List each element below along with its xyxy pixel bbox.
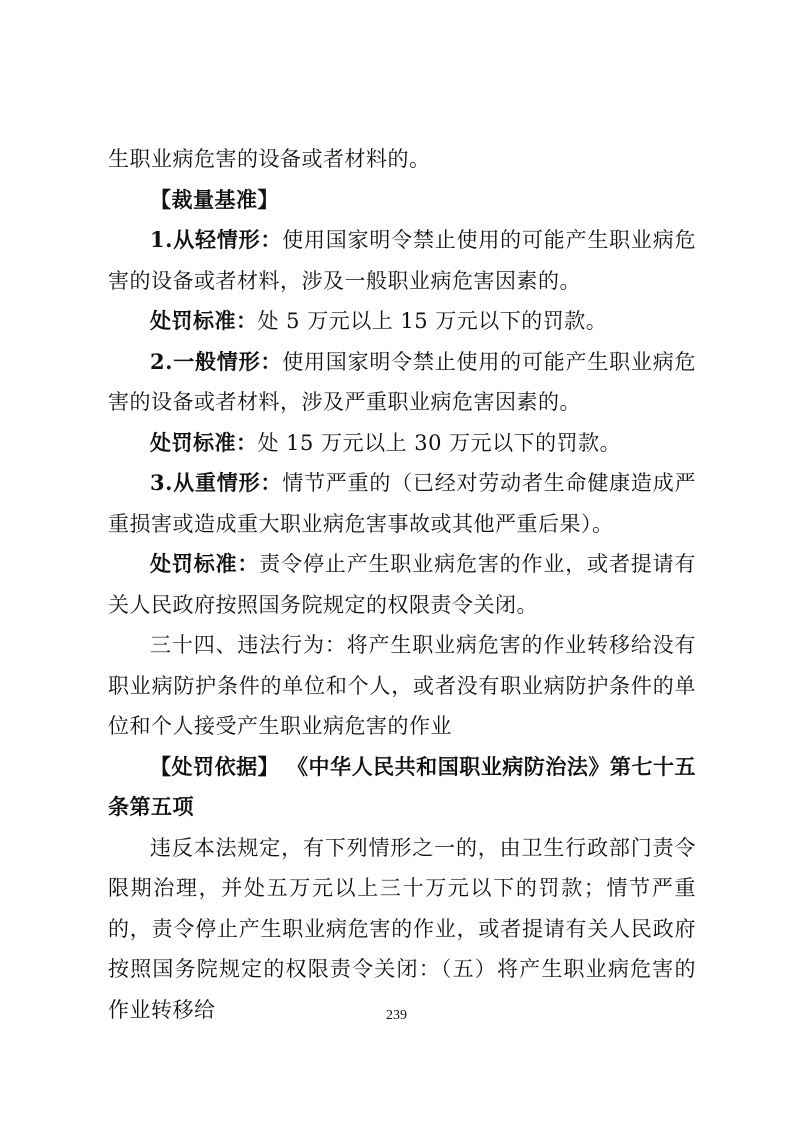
paragraph-text: 情节严重的（已经对劳动者生命健康造成严重损害或造成重大职业病危害事故或其他严重后果）。 (108, 471, 696, 536)
paragraph-text: 责令停止产生职业病危害的作业，或者提请有关人民政府按照国务院规定的权限责令关闭。 (108, 552, 697, 617)
paragraph-lead: 3.从重情形： (150, 470, 283, 495)
paragraph-lenient-case (108, 220, 696, 301)
paragraph-text: 违反本法规定，有下列情形之一的，由卫生行政部门责令限期治理，并处五万元以上三十万元以下的罚款；情节严重的，责令停止产生职业病危害的作业，或者提请有关人民政府按照国务院规定的权限责令关闭：（五）将产生职业病危害的作业转移给 (108, 835, 696, 1022)
section-heading-penalty-basis (108, 747, 696, 828)
paragraph-text: 使用国家明令禁止使用的可能产生职业病危害的设备或者材料，涉及一般职业病危害因素的。 (108, 228, 696, 293)
page-number: 239 (386, 1008, 407, 1023)
paragraph-lead: 处罚标准： (150, 429, 258, 455)
paragraph-legal-text (108, 828, 696, 1031)
paragraph-penalty-standard-1 (108, 301, 696, 342)
paragraph-penalty-standard-2 (108, 423, 696, 464)
heading-text: 【处罚依据】 《中华人民共和国职业病防治法》第七十五条第五项 (108, 753, 696, 819)
document-body (108, 139, 696, 1030)
heading-text: 【裁量基准】 (150, 186, 279, 212)
paragraph-text: 三十四、违法行为：将产生职业病危害的作业转移给没有职业病防护条件的单位和个人，或者没有职业病防护条件的单位和个人接受产生职业病危害的作业 (108, 633, 696, 738)
paragraph-text: 生职业病危害的设备或者材料的。 (108, 147, 431, 171)
paragraph-lead: 处罚标准： (150, 551, 260, 576)
paragraph-lead: 1.从轻情形： (150, 227, 283, 252)
paragraph-general-case (108, 342, 696, 423)
paragraph-continuation (108, 139, 696, 180)
paragraph-text: 使用国家明令禁止使用的可能产生职业病危害的设备或者材料，涉及严重职业病危害因素的。 (108, 349, 696, 414)
section-heading-discretion-standard (108, 180, 696, 221)
paragraph-text: 处 5 万元以上 15 万元以下的罚款。 (257, 309, 608, 333)
paragraph-lead: 2.一般情形： (150, 348, 283, 374)
paragraph-lead: 处罚标准： (150, 308, 258, 333)
paragraph-violation-34 (108, 625, 696, 747)
paragraph-text: 处 15 万元以上 30 万元以下的罚款。 (257, 430, 622, 455)
paragraph-penalty-standard-3 (108, 544, 696, 625)
paragraph-severe-case (108, 463, 696, 544)
